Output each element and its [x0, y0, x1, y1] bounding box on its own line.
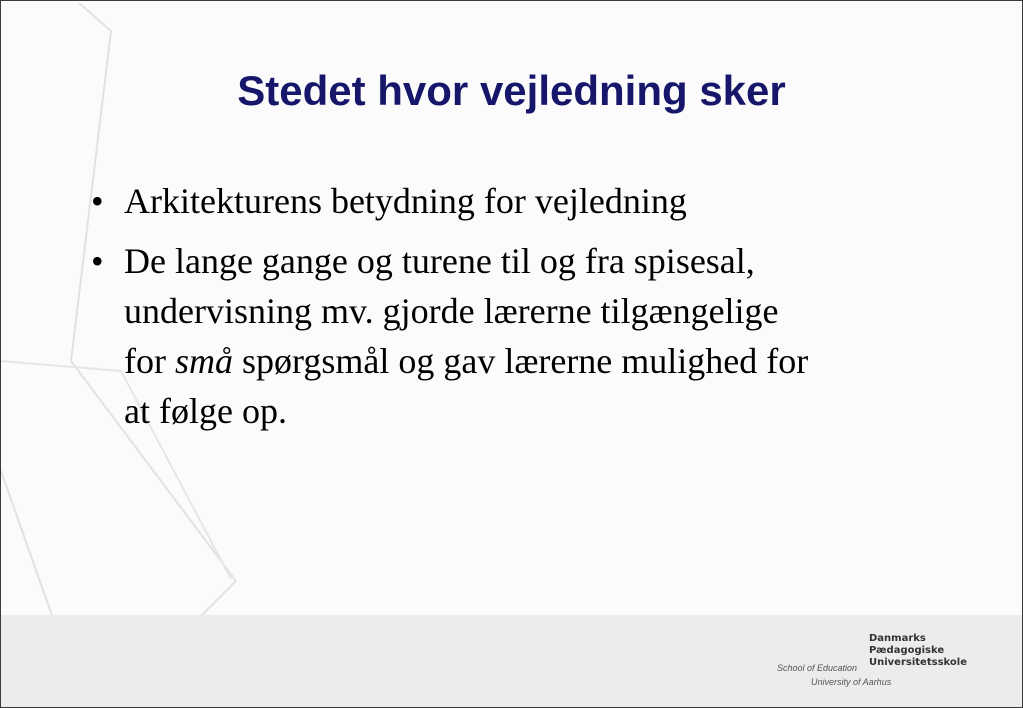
bullet-list — [91, 176, 941, 446]
bullet-text-line: at følge op. — [124, 391, 287, 431]
slide-title: Stedet hvor vejledning sker — [237, 67, 786, 114]
bullet-item — [91, 236, 941, 436]
emphasized-word: små — [174, 341, 233, 381]
bullet-text-line: undervisning mv. gjorde lærerne tilgængelige — [124, 291, 779, 331]
institution-logo — [777, 633, 977, 693]
logo-university-label: University of Aarhus — [811, 677, 892, 687]
bullet-text-line: De lange gange og turene til og fra spisesal, — [124, 241, 755, 281]
bullet-text: Arkitekturens betydning for vejledning — [124, 181, 687, 221]
logo-name-line: Danmarks — [869, 633, 926, 644]
logo-school-label: School of Education — [777, 663, 858, 673]
bullet-marker: • — [91, 181, 104, 221]
logo-name-line: Universitetsskole — [869, 657, 967, 668]
logo-name-line: Pædagogiske — [869, 645, 945, 656]
bullet-text-segment: for — [124, 341, 175, 381]
bullet-text-segment: spørgsmål og gav lærerne mulighed for — [233, 341, 809, 381]
bullet-marker: • — [91, 241, 104, 281]
bullet-item — [91, 176, 941, 226]
logo-institution-name — [869, 633, 967, 669]
